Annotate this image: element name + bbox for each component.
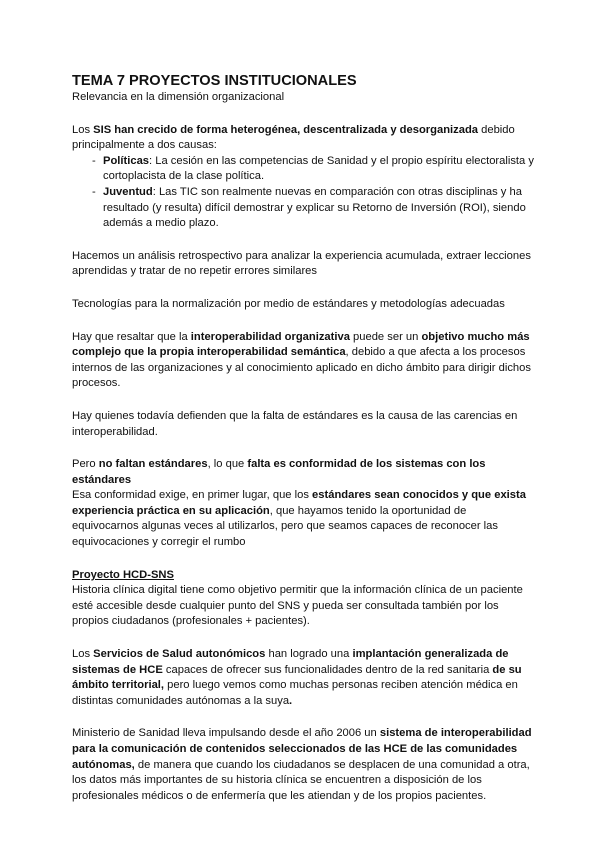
paragraph-health-services: Los Servicios de Salud autonómicos han logrado una implantación generalizada de sistemas de HCE capaces de ofrecer sus funcionalidades dentro de la red sanitaria de su ámbito territorial, pero luego vemos como muchas personas reciben atención médica en distintas comunidades autónomas a la suya. (72, 648, 522, 707)
list-item: - Juventud: Las TIC son realmente nuevas en comparación con otras disciplinas y ha resultado (y resulta) difícil demostrar y explicar su Retorno de Inversión (ROI), siendo además a medio plazo. (92, 185, 526, 230)
subtitle: Relevancia en la dimensión organizacional (72, 91, 285, 103)
paragraph-sis-causes: Los SIS han crecido de forma heterogénea, descentralizada y desorganizada debido principalmente a dos causas: (72, 123, 515, 152)
paragraph-conformity-heading: Pero no faltan estándares, lo que falta es conformidad de los sistemas con los estándares (72, 458, 486, 486)
paragraph-interoperability: Hay que resaltar que la interoperabilidad organizativa puede ser un objetivo mucho más complejo que la propia interoperabilidad semántica, debido a que afecta a los procesos internos de las organizaciones y al conocimiento aplicado en dicho ámbito para dirigir dichos procesos. (72, 330, 531, 390)
paragraph-standards-belief: Hay quienes todavía defienden que la falta de estándares es la causa de las carencias en interoperabilidad. (72, 409, 518, 438)
paragraph-hcd: Historia clínica digital tiene como objetivo permitir que la información clínica de un paciente esté accesible desde cualquier punto del SNS y pueda ser consultada también por los propios ciudadanos (profesionales + pacientes). (72, 584, 523, 628)
section-title: Proyecto HCD-SNS (72, 568, 174, 581)
page-title: TEMA 7 PROYECTOS INSTITUCIONALES (72, 73, 357, 89)
list-item: - Políticas: La cesión en las competencias de Sanidad y el propio espíritu electoralista y cortoplacista de la clase política. (92, 154, 534, 183)
document-page (72, 72, 534, 804)
causes-list (72, 154, 534, 232)
paragraph-technologies: Tecnologías para la normalización por medio de estándares y metodologías adecuadas (72, 297, 505, 310)
paragraph-ministry: Ministerio de Sanidad lleva impulsando desde el año 2006 un sistema de interoperabilidad para la comunicación de contenidos seleccionados de las HCE de las comunidades autónomas, de manera que cuando los ciudadanos se desplacen de una comunidad a otra, los datos más importantes de su historia clínica se encuentren a disposición de los profesionales médicos o de enfermería que les atiendan y de los propios pacientes. (72, 727, 532, 802)
paragraph-conformity: Esa conformidad exige, en primer lugar, que los estándares sean conocidos y que exista experiencia práctica en su aplicación, que hayamos tenido la oportunidad de equivocarnos algunas veces al utilizarlos, pero que seamos capaces de reconocer las equivocaciones y corregir el rumbo (72, 489, 526, 549)
paragraph-retrospective: Hacemos un análisis retrospectivo para analizar la experiencia acumulada, extraer lecciones aprendidas y tratar de no repetir errores similares (72, 249, 531, 278)
